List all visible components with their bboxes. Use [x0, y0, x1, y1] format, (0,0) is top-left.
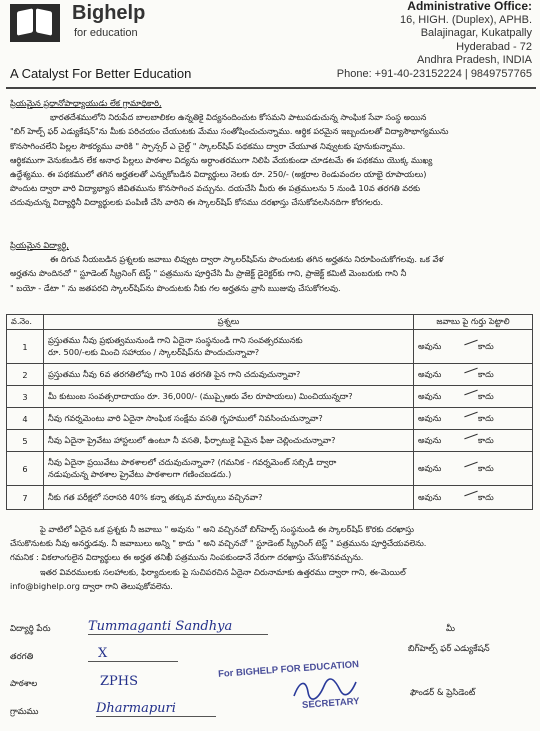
row-number: 6 [7, 452, 44, 486]
salutation-student: ప్రియమైన విద్యార్థి, [10, 240, 69, 250]
address-line: Hyderabad - 72 [456, 40, 532, 53]
address-line: Balajinagar, Kukatpally [420, 27, 532, 39]
phone-line: Phone: +91-40-23152224 | 9849757765 [336, 67, 532, 80]
yes-option[interactable]: అవును [418, 491, 442, 502]
school-field[interactable]: ZPHS [100, 674, 139, 689]
notes-section [10, 522, 532, 593]
tick-mark-icon [464, 339, 477, 345]
student-name-label: విద్యార్థి పేరు [10, 624, 51, 634]
row-number: 5 [7, 430, 44, 452]
yes-option[interactable]: అవును [418, 434, 442, 445]
letter-section [10, 96, 530, 210]
tick-mark-icon [464, 411, 477, 417]
stamp-line: For BIGHELP FOR EDUCATION [217, 659, 360, 680]
question-text: మీ కుటుంబ సంవత్సరాదాయం రూ. 36,000/- (ముప్పైఆరు వేల రూపాయలు) మించియున్నదా? [48, 390, 353, 401]
question-cell [44, 452, 414, 486]
para-line: కొనసాగించలేని పిల్లల సౌకర్యము వారికి " స్పాన్సర్ ఎ చైల్డ్ " స్కాలర్‌షిప్ పథకము ద్వారా చేయూత నివ్వుటకు పూనుకున్నాము. [10, 140, 406, 151]
answer-cell [414, 486, 533, 510]
question-cell [44, 430, 414, 452]
student-name-field[interactable]: Tummaganti Sandhya [88, 619, 268, 635]
table-row [7, 430, 533, 452]
tick-mark-icon [464, 461, 477, 467]
no-option[interactable]: కాదు [478, 491, 494, 502]
question-text: రూ. 500/-లకు మించి సహాయం / స్కాలర్‌షిప్‌ను పొందుచున్నావా? [48, 346, 260, 357]
question-cell [44, 386, 414, 408]
answer-cell [414, 330, 533, 364]
no-option[interactable]: కాదు [478, 412, 494, 423]
no-option[interactable]: కాదు [478, 390, 494, 401]
row-number: 3 [7, 386, 44, 408]
note-line: పై వాటిలో ఏదైన ఒక ప్రశ్నకు నీ జవాబు " అవును " అని వచ్చినచో బిగ్‌హెల్ప్ సంస్థనుండి ఈ స్కాలర్‌షిప్ కొరకు దరఖాస్తు [40, 524, 414, 534]
no-option[interactable]: కాదు [478, 462, 494, 473]
address-line: Andhra Pradesh, INDIA [417, 54, 532, 66]
office-address [337, 0, 532, 81]
yes-option[interactable]: అవును [418, 368, 442, 379]
table-row [7, 364, 533, 386]
village-label: గ్రామము [10, 707, 39, 717]
question-cell [44, 486, 414, 510]
village-field[interactable]: Dharmapuri [96, 701, 216, 717]
table-header-row [7, 315, 533, 330]
question-text: నడుపుచున్న పాఠశాల ప్రైవేటు పాఠశాలగా గణించబడదు.) [48, 468, 232, 479]
tick-mark-icon [464, 389, 477, 395]
question-cell [44, 364, 414, 386]
tagline: A Catalyst For Better Education [10, 66, 192, 81]
table-row [7, 486, 533, 510]
closing-yours: మీ [446, 624, 455, 634]
address-line: 16, HIGH. (Duplex), APHB. [399, 13, 532, 26]
table-row [7, 386, 533, 408]
row-number: 7 [7, 486, 44, 510]
yes-option[interactable]: అవును [418, 462, 442, 473]
stamp-secretary: SECRETARY [301, 696, 360, 711]
office-title: Administrative Office: [407, 0, 532, 13]
question-text: నీవు గవర్నమెంటు వారి ఏదైనా సాంఘిక సంక్షేమ వసతి గృహములో నివసించుచున్నావా? [48, 412, 323, 423]
para-line: ఈ దిగువ నీయబడిన ప్రశ్నలకు జవాబు లివ్వుట ద్వారా స్కాలర్‌షిప్‌ను పొందుటకు తగిన అర్హతను నిరూపించుకోగలవు. ఒక వేళ [50, 254, 444, 265]
para-line: "బిగ్ హెల్ప్ ఫర్ ఎడ్యుకేషన్"ను మీకు పరిచయం చేయుటకు మేము సంతోషించుచున్నాము. ఆర్థిక పరమైన ఇబ్బందులతో విద్యాసౌభాగ్యమును [10, 126, 449, 137]
no-option[interactable]: కాదు [478, 368, 494, 379]
header-divider [6, 87, 536, 89]
para-line: భారతదేశములోని నిరుపేద బాలబాలికల ఉన్నతికై విద్యనందించుట కోసమని పాటుపడుచున్న సాంఘిక సేవా సంస్థ అయిన [50, 112, 427, 123]
brand-subtitle: for education [74, 27, 138, 39]
answer-cell [414, 452, 533, 486]
logo-icon [10, 4, 60, 42]
col-answer-header: జవాబు పై గుర్తు పెట్టాలి [414, 315, 533, 330]
closing-org: బిగ్‌హెల్ప్ ఫర్ ఎడ్యుకేషన్ [408, 644, 490, 654]
student-section [10, 238, 530, 295]
question-text: ప్రస్తుతము నీవు ప్రభుత్వమునుండి గాని ఏదైనా సంస్థనుండి గాని సంవత్సరమునకు [48, 334, 303, 345]
col-no-header: వ.నెం. [7, 315, 44, 330]
note-line: చేసుకొనుటకు నీవు అనర్హుడవు. నీ జవాబులు అన్ని " కాదు " అని వచ్చినచో " స్టూడెంట్ స్క్రీనింగ్ టెస్ట్ " పత్రమును పూర్తిచేయవలెను. [10, 538, 427, 549]
question-cell [44, 408, 414, 430]
yes-option[interactable]: అవును [418, 412, 442, 423]
note-line: ఇతర వివరములకు సలహాలకు, ఫిర్యాదులకు పై సుచిపరచిన ఏదైనా చిరునామాకు ఉత్తరము ద్వారా గాని, ఈ-మెయిల్ [40, 566, 406, 577]
salutation-headmaster: ప్రియమైన ప్రధానోపాధ్యాయుడు లేక గ్రామాధికారి, [10, 98, 162, 108]
class-label: తరగతి [10, 652, 34, 662]
answer-cell [414, 364, 533, 386]
table-row [7, 408, 533, 430]
brand-name: Bighelp [72, 2, 146, 24]
yes-option[interactable]: అవును [418, 340, 442, 351]
para-line: అర్హతను పొందినచో " స్టూడెంట్ స్క్రీనింగ్ టెస్ట్ " పత్రమును పూర్తిచేసి మీ ప్రాజెక్ట్ డైరెక్టర్‌కు గాని, ప్రాజెక్ట్ కమిటీ మెంబరుకు గాని నీ [10, 268, 407, 279]
question-text: నీవు ఏదైనా ప్రయివేటు పాఠశాలలో చదువుచున్నావా? (గమనిక - గవర్నమెంట్ సబ్సిడీ ద్వారా [48, 456, 337, 467]
no-option[interactable]: కాదు [478, 434, 494, 445]
table-row [7, 330, 533, 364]
table-row [7, 452, 533, 486]
tick-mark-icon [464, 490, 477, 496]
col-question-header: ప్రశ్నలు [44, 315, 414, 330]
yes-option[interactable]: అవును [418, 390, 442, 401]
eligibility-table [6, 314, 533, 510]
question-text: నీకు గత పరీక్షలో సరాసరి 40% కన్నా తక్కువ మార్కులు వచ్చినవా? [48, 491, 263, 502]
row-number: 1 [7, 330, 44, 364]
note-line: గమనిక : వికలాంగులైన విద్యార్థులు ఈ అర్హత తనిఖీ పత్రమును నింపకుండానే నేరుగా దరఖాస్తు చేసుకొనవచ్చును. [10, 552, 364, 563]
answer-cell [414, 408, 533, 430]
question-text: ప్రస్తుతము నీవు 6వ తరగతిలోపు గాని 10వ తరగతి పైన గాని చదువుచున్నావా? [48, 368, 301, 379]
row-number: 4 [7, 408, 44, 430]
question-text: నీవు ఏదైనా ప్రైవేటు హాస్టలులో ఉంటూ నీ వసతి, ఫీర్పాటుకై ఏమైన ఫీజు చెల్లించుచున్నావా? [48, 434, 336, 445]
tick-mark-icon [464, 433, 477, 439]
para-line: చదువుచున్న విద్యార్థినీ విద్యార్థులకు పంపిణీ చేసి వారిని ఈ స్కాలర్‌షిప్ కోసము దరఖాస్తు చేసుకోవలసినదిగా కోరగలరు. [10, 197, 384, 208]
closing-title: ఫౌండర్ & ప్రెసిడెంట్ [410, 688, 476, 698]
question-cell [44, 330, 414, 364]
para-line: " బయో - డేటా " ను జతపరచి స్కాలర్‌షిప్‌ను పొందుటకు నీకు గల అర్హతను వ్రాసి ఋజువు చేసుకోగలవు. [10, 282, 341, 293]
no-option[interactable]: కాదు [478, 340, 494, 351]
class-field[interactable]: X [88, 646, 178, 662]
note-line: info@bighelp.org ద్వారా గాని తెలుపుకోవలెను. [10, 580, 173, 591]
row-number: 2 [7, 364, 44, 386]
tick-mark-icon [464, 367, 477, 373]
para-line: పొందుట ద్వారా వారి విద్యాభ్యాస జీవితమును కొనసాగించ వచ్చును. దయచేసి మీరు ఈ పత్రములను 5 నుండి 10వ తరగతి వరకు [10, 183, 421, 194]
answer-cell [414, 386, 533, 408]
para-line: ఉద్దేశ్యము. ఈ పథకములో తగిన అర్హతలతో ఎన్నుకోబడిన విద్యార్థులు నెలకు రూ. 250/- (అక్షరాల రెండువందల యాభై రూపాయలు) [10, 169, 427, 180]
para-line: ఆర్థికముగా వెనుకబడిన లేక అనాధ పిల్లలు పాఠశాల విద్యను అర్ధాంతరముగా నిలిపి వేయకుండా చూడటమే ఈ పథకము యొక్క ముఖ్య [10, 154, 433, 165]
answer-cell [414, 430, 533, 452]
school-label: పాఠశాల [10, 679, 38, 689]
